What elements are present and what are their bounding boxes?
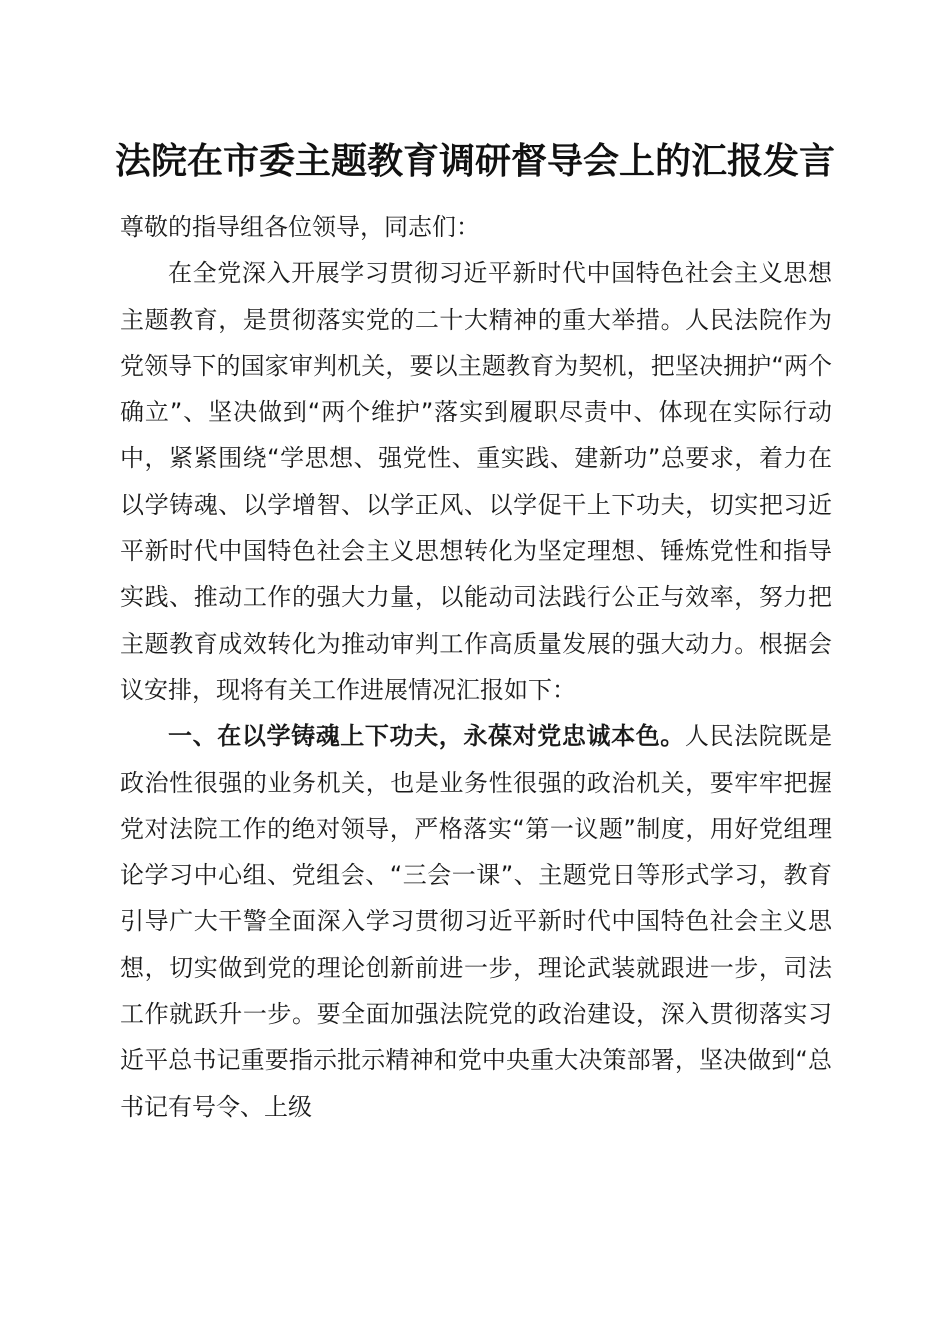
document-body	[120, 204, 832, 1130]
section-1-paragraph	[120, 713, 832, 1130]
salutation: 尊敬的指导组各位领导，同志们：	[120, 213, 480, 241]
section-1-text: 人民法院既是政治性很强的业务机关，也是业务性很强的政治机关，要牢牢把握党对法院工作的绝对领导，严格落实“第一议题”制度，用好党组理论学习中心组、党组会、“三会一课”、主题党日等形式学习，教育引导广大干警全面深入学习贯彻习近平新时代中国特色社会主义思想，切实做到党的理论创新前进一步，理论武装就跟进一步，司法工作就跃升一步。要全面加强法院党的政治建设，深入贯彻落实习近平总书记重要指示批示精神和党中央重大决策部署，坚决做到“总书记有号令、上级	[120, 722, 832, 1121]
document-title: 法院在市委主题教育调研督导会上的汇报发言	[114, 140, 835, 182]
section-1-heading: 一、在以学铸魂上下功夫，永葆对党忠诚本色。	[168, 722, 685, 751]
intro-paragraph: 在全党深入开展学习贯彻习近平新时代中国特色社会主义思想主题教育，是贯彻落实党的二十大精神的重大举措。人民法院作为党领导下的国家审判机关，要以主题教育为契机，把坚决拥护“两个确立”、坚决做到“两个维护”落实到履职尽责中、体现在实际行动中，紧紧围绕“学思想、强党性、重实践、建新功”总要求，着力在以学铸魂、以学增智、以学正风、以学促干上下功夫，切实把习近平新时代中国特色社会主义思想转化为坚定理想、锤炼党性和指导实践、推动工作的强大力量，以能动司法践行公正与效率，努力把主题教育成效转化为推动审判工作高质量发展的强大动力。根据会议安排，现将有关工作进展情况汇报如下：	[120, 259, 832, 704]
